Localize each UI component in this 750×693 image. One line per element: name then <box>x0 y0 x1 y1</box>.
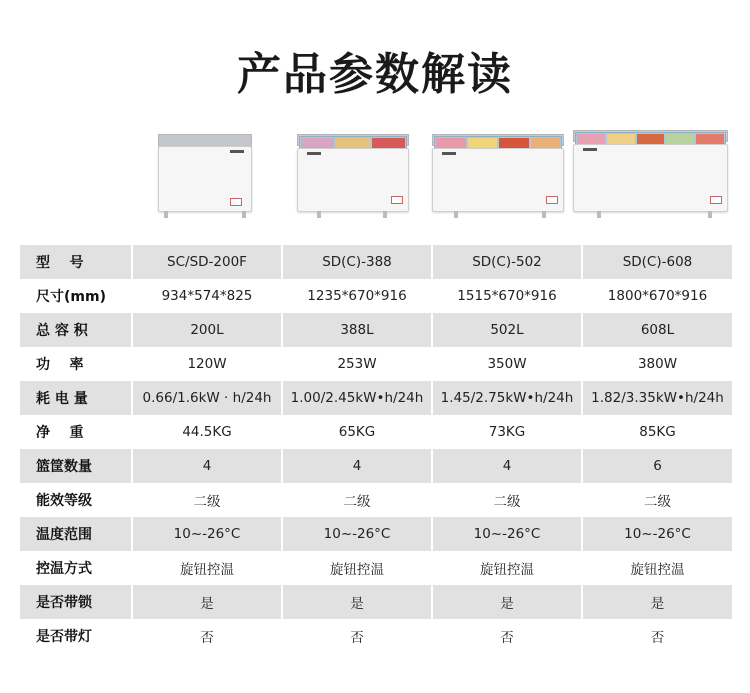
row-label: 篮筐数量 <box>20 449 132 483</box>
table-row <box>20 449 732 483</box>
freezer-image-502 <box>432 134 564 218</box>
row-label: 尺寸(mm) <box>36 289 106 305</box>
table-cell: 10~-26°C <box>582 517 732 551</box>
table-cell: 253W <box>282 347 432 381</box>
table-cell: 1235*670*916 <box>282 279 432 313</box>
table-cell: SD(C)-502 <box>432 245 582 279</box>
table-cell: 4 <box>282 449 432 483</box>
table-cell: 350W <box>432 347 582 381</box>
row-label: 是否带锁 <box>20 585 132 619</box>
table-cell: 二级 <box>582 483 732 517</box>
page-title: 产品参数解读 <box>237 49 513 100</box>
row-label: 温度范围 <box>20 517 132 551</box>
table-cell: 1.00/2.45kW•h/24h <box>282 381 432 415</box>
table-cell: 65KG <box>282 415 432 449</box>
table-cell: 否 <box>582 619 732 653</box>
row-label: 功 率 <box>36 357 84 373</box>
table-cell: 否 <box>432 619 582 653</box>
table-cell: 380W <box>582 347 732 381</box>
table-cell: 是 <box>432 585 582 619</box>
table-cell: SC/SD-200F <box>132 245 282 279</box>
table-row <box>20 381 732 415</box>
freezer-image-200f <box>158 134 252 218</box>
table-cell: 200L <box>132 313 282 347</box>
table-cell: 1515*670*916 <box>432 279 582 313</box>
table-cell: SD(C)-388 <box>282 245 432 279</box>
table-cell: 388L <box>282 313 432 347</box>
table-cell: 0.66/1.6kW · h/24h <box>132 381 282 415</box>
row-label: 耗 电 量 <box>20 381 132 415</box>
table-cell: SD(C)-608 <box>582 245 732 279</box>
row-label: 能效等级 <box>36 493 92 509</box>
table-cell: 4 <box>132 449 282 483</box>
table-row <box>20 585 732 619</box>
table-cell: 10~-26°C <box>432 517 582 551</box>
table-cell: 502L <box>432 313 582 347</box>
table-cell: 是 <box>582 585 732 619</box>
table-cell: 1800*670*916 <box>582 279 732 313</box>
table-cell: 10~-26°C <box>282 517 432 551</box>
table-cell: 6 <box>582 449 732 483</box>
spec-table <box>20 245 732 653</box>
table-cell: 二级 <box>132 483 282 517</box>
table-cell: 10~-26°C <box>132 517 282 551</box>
table-cell: 旋钮控温 <box>432 551 582 585</box>
table-cell: 73KG <box>432 415 582 449</box>
table-cell: 否 <box>282 619 432 653</box>
table-cell: 1.82/3.35kW•h/24h <box>582 381 732 415</box>
table-row <box>20 279 732 313</box>
table-row <box>20 517 732 551</box>
table-row <box>20 313 732 347</box>
row-label: 型 号 <box>20 245 132 279</box>
row-label: 总 容 积 <box>20 313 132 347</box>
table-cell: 934*574*825 <box>132 279 282 313</box>
table-cell: 是 <box>282 585 432 619</box>
table-row <box>20 415 732 449</box>
table-cell: 85KG <box>582 415 732 449</box>
table-cell: 1.45/2.75kW•h/24h <box>432 381 582 415</box>
table-cell: 是 <box>132 585 282 619</box>
table-cell: 否 <box>132 619 282 653</box>
table-row <box>20 245 732 279</box>
table-cell: 608L <box>582 313 732 347</box>
table-cell: 4 <box>432 449 582 483</box>
table-row <box>20 551 732 585</box>
table-row <box>20 347 732 381</box>
table-row <box>20 619 732 653</box>
freezer-image-388 <box>297 134 409 218</box>
row-label: 是否带灯 <box>36 629 92 645</box>
table-cell: 二级 <box>282 483 432 517</box>
row-label: 控温方式 <box>36 561 92 577</box>
product-images-row <box>0 120 750 230</box>
table-row <box>20 483 732 517</box>
table-cell: 旋钮控温 <box>282 551 432 585</box>
table-cell: 120W <box>132 347 282 381</box>
table-cell: 44.5KG <box>132 415 282 449</box>
table-cell: 旋钮控温 <box>582 551 732 585</box>
freezer-image-608 <box>573 130 728 218</box>
table-cell: 旋钮控温 <box>132 551 282 585</box>
table-cell: 二级 <box>432 483 582 517</box>
row-label: 净 重 <box>36 425 84 441</box>
